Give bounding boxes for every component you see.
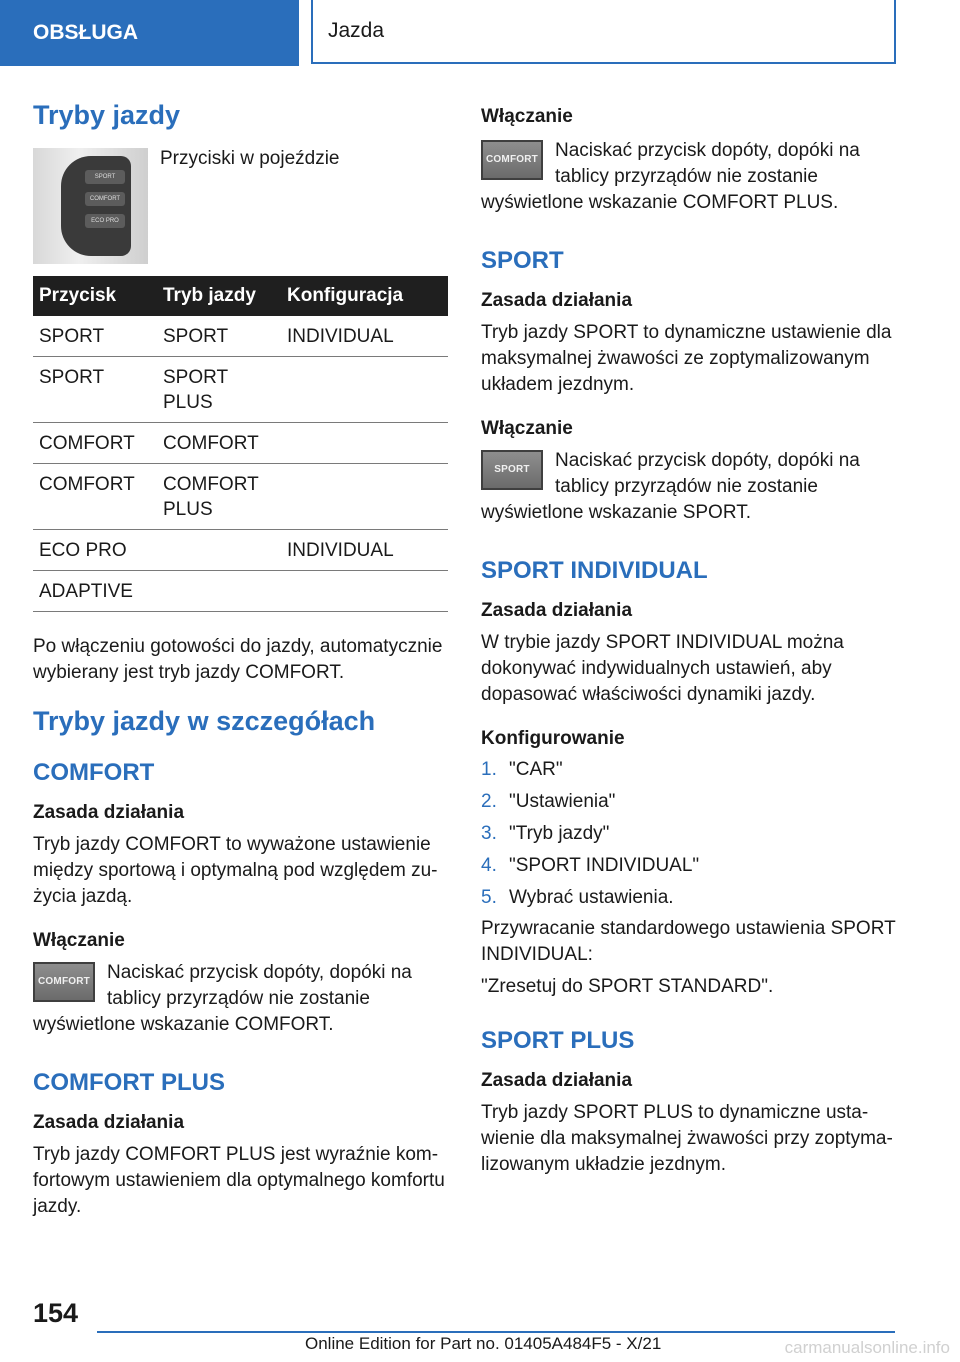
list-item bbox=[481, 818, 896, 850]
step-text: "CAR" bbox=[509, 759, 563, 780]
photo-caption: Przyciski w pojeździe bbox=[160, 148, 340, 169]
restore-command: "Zresetuj do SPORT STANDARD". bbox=[481, 976, 774, 997]
comfort-plus-enable-text: Naciskać przycisk dopóty, dopóki na tablicy przyrządów nie zostanie wyświetlone wskazanie COMFORT PLUS. bbox=[481, 140, 860, 213]
table-header: Tryb jazdy bbox=[157, 276, 281, 316]
sport-plus-title: SPORT PLUS bbox=[481, 1027, 635, 1054]
photo-button-label: COMFORT bbox=[85, 192, 125, 206]
config-steps bbox=[481, 754, 896, 914]
table-row bbox=[33, 357, 448, 423]
table-cell: SPORT bbox=[157, 316, 281, 357]
comfort-plus-enable-block bbox=[481, 138, 896, 216]
section-tab bbox=[0, 0, 299, 66]
comfort-plus-title: COMFORT PLUS bbox=[33, 1069, 225, 1096]
photo-button-label: SPORT bbox=[85, 170, 125, 184]
table-cell bbox=[281, 464, 448, 530]
steering-buttons-photo bbox=[33, 148, 148, 264]
photo-button-label: ECO PRO bbox=[85, 214, 125, 228]
comfort-plus-principle-heading: Zasada działania bbox=[33, 1112, 185, 1133]
table-row bbox=[33, 530, 448, 571]
right-column bbox=[481, 98, 896, 1178]
table-cell bbox=[157, 530, 281, 571]
comfort-button-icon: COMFORT bbox=[33, 962, 95, 1002]
table-cell bbox=[281, 423, 448, 464]
list-item bbox=[481, 850, 896, 882]
table-cell: COMFORT bbox=[33, 464, 157, 530]
sport-individual-principle-text: W trybie jazdy SPORT INDIVIDUAL można dokonywać indywidualnych ustawień, aby dopasować właściwości dynamiki jazdy. bbox=[481, 632, 844, 705]
step-number: 1. bbox=[481, 759, 497, 780]
sport-enable-block bbox=[481, 448, 896, 526]
sport-title: SPORT bbox=[481, 247, 564, 274]
sport-plus-principle-heading: Zasada działania bbox=[481, 1070, 633, 1091]
sport-individual-title: SPORT INDIVIDUAL bbox=[481, 557, 708, 584]
chapter-tab bbox=[311, 0, 896, 64]
table-cell: COMFORT bbox=[157, 423, 281, 464]
table-cell: SPORT PLUS bbox=[157, 357, 281, 423]
table-cell bbox=[281, 357, 448, 423]
table-row bbox=[33, 423, 448, 464]
table-header: Konfiguracja bbox=[281, 276, 448, 316]
step-number: 5. bbox=[481, 887, 497, 908]
comfort-plus-enable-heading: Włączanie bbox=[481, 106, 573, 127]
comfort-enable-block bbox=[33, 960, 448, 1038]
details-title: Tryby jazdy w szczegółach bbox=[33, 706, 376, 736]
after-table-text: Po włączeniu gotowości do jazdy, automatycznie wybierany jest tryb jazdy COMFORT. bbox=[33, 636, 443, 683]
sport-enable-text: Naciskać przycisk dopóty, dopóki na tablicy przyrządów nie zostanie wyświetlone wskazanie SPORT. bbox=[481, 450, 860, 523]
edition-text: Online Edition for Part no. 01405A484F5 - X/21 bbox=[305, 1334, 662, 1353]
config-heading: Konfigurowanie bbox=[481, 728, 625, 749]
comfort-principle-heading: Zasada działania bbox=[33, 802, 185, 823]
table-row bbox=[33, 571, 448, 612]
list-item bbox=[481, 786, 896, 818]
table-cell: COMFORT PLUS bbox=[157, 464, 281, 530]
comfort-enable-text: Naciskać przycisk dopóty, dopóki na tablicy przyrządów nie zostanie wyświetlone wskazanie COMFORT. bbox=[33, 962, 412, 1035]
list-item bbox=[481, 882, 896, 914]
sport-enable-heading: Włączanie bbox=[481, 418, 573, 439]
photo-block bbox=[33, 148, 448, 264]
comfort-enable-heading: Włączanie bbox=[33, 930, 125, 951]
table-row bbox=[33, 464, 448, 530]
step-text: "Tryb jazdy" bbox=[509, 823, 610, 844]
step-text: Wybrać ustawienia. bbox=[509, 887, 674, 908]
section-label: OBSŁUGA bbox=[33, 21, 138, 44]
sport-button-icon: SPORT bbox=[481, 450, 543, 490]
step-number: 4. bbox=[481, 855, 497, 876]
table-cell: ADAPTIVE bbox=[33, 571, 157, 612]
table-header: Przycisk bbox=[33, 276, 157, 316]
restore-text: Przywracanie standardowego ustawienia SPORT INDIVIDUAL: bbox=[481, 918, 896, 965]
left-column bbox=[33, 98, 448, 1220]
table-cell: COMFORT bbox=[33, 423, 157, 464]
table-cell: ECO PRO bbox=[33, 530, 157, 571]
chapter-label: Jazda bbox=[328, 19, 385, 42]
table-cell: SPORT bbox=[33, 316, 157, 357]
table-header-row bbox=[33, 276, 448, 316]
step-number: 3. bbox=[481, 823, 497, 844]
table-cell bbox=[281, 571, 448, 612]
step-text: "Ustawienia" bbox=[509, 791, 616, 812]
sport-plus-principle-text: Tryb jazdy SPORT PLUS to dynamiczne ustawienie dla maksymalnej żwawości przy zoptymalizowanym układzie jezdnym. bbox=[481, 1102, 893, 1175]
table-cell: INDIVIDUAL bbox=[281, 530, 448, 571]
table-row bbox=[33, 316, 448, 357]
list-item bbox=[481, 754, 896, 786]
step-text: "SPORT INDIVIDUAL" bbox=[509, 855, 700, 876]
table-cell: SPORT bbox=[33, 357, 157, 423]
comfort-principle-text: Tryb jazdy COMFORT to wyważone ustawienie między sportową i optymalną pod względem zużycia jazdą. bbox=[33, 834, 438, 907]
sport-principle-text: Tryb jazdy SPORT to dynamiczne ustawienie dla maksymalnej żwawości ze zoptymalizowanym układem jezdnym. bbox=[481, 322, 892, 395]
sport-individual-principle-heading: Zasada działania bbox=[481, 600, 633, 621]
table-cell: INDIVIDUAL bbox=[281, 316, 448, 357]
watermark: carmanualsonline.info bbox=[784, 1338, 950, 1357]
comfort-button-icon: COMFORT bbox=[481, 140, 543, 180]
page-title: Tryby jazdy bbox=[33, 100, 181, 130]
sport-principle-heading: Zasada działania bbox=[481, 290, 633, 311]
comfort-plus-principle-text: Tryb jazdy COMFORT PLUS jest wyraźnie komfortowym ustawieniem dla optymalnego komfortu jazdy. bbox=[33, 1144, 445, 1217]
step-number: 2. bbox=[481, 791, 497, 812]
modes-table bbox=[33, 276, 448, 612]
page-number: 154 bbox=[33, 1298, 79, 1328]
footer-divider bbox=[97, 1331, 895, 1333]
table-cell bbox=[157, 571, 281, 612]
comfort-title: COMFORT bbox=[33, 759, 155, 786]
